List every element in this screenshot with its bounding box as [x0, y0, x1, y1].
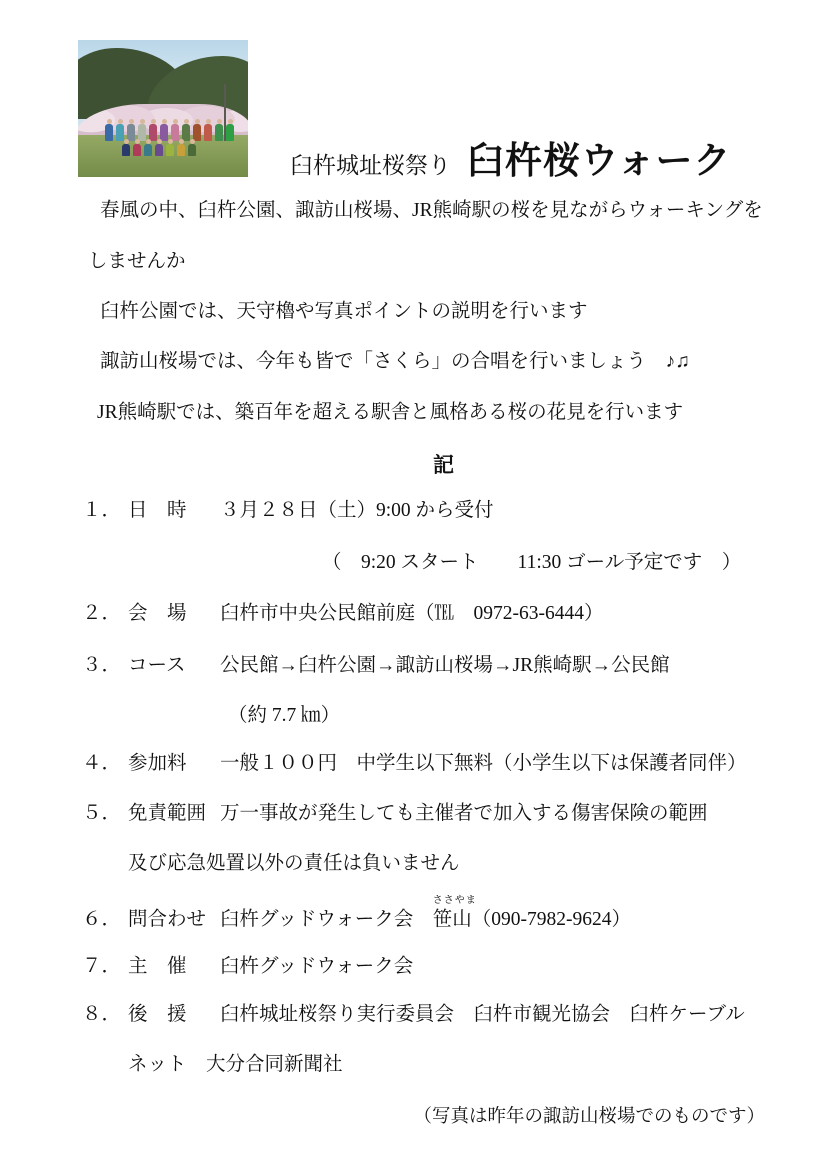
intro-line-4: 諏訪山桜場では、今年も皆で「さくら」の合唱を行いましょう ♪♫ [100, 351, 690, 372]
item-value: 臼杵市中央公民館前庭（℡ 0972-63-6444） [220, 603, 604, 624]
item-label: 後 援 [128, 1004, 187, 1025]
item-value: ３月２８日（土）9:00 から受付 [220, 500, 494, 521]
item-disclaimer-cont: 及び応急処置以外の責任は負いません [128, 853, 460, 874]
item-label: 問合わせ [128, 909, 207, 930]
item-row-fee [82, 752, 747, 775]
photo-people-front-row [122, 144, 196, 156]
title-prefix: 臼杵城址桜祭り [290, 153, 451, 178]
item-number: ８． [82, 1004, 122, 1025]
contact-name-wrap [432, 895, 477, 931]
item-date-sub: （ 9:20 スタート 11:30 ゴール予定です ） [322, 552, 742, 573]
item-row-supporters [82, 1003, 745, 1026]
event-photo [78, 40, 248, 177]
item-row-organizer [82, 955, 413, 978]
item-value: 万一事故が発生しても主催者で加入する傷害保険の範囲 [220, 803, 708, 824]
item-row-venue [82, 602, 604, 625]
item-label: 参加料 [128, 753, 187, 774]
item-label: コース [128, 655, 186, 676]
item-number: ５． [82, 803, 122, 824]
item-supporters-cont: ネット 大分合同新聞社 [128, 1054, 343, 1075]
photo-credit-note: （写真は昨年の諏訪山桜場でのものです） [413, 1107, 765, 1127]
item-value: 臼杵グッドウォーク会 [220, 956, 414, 977]
item-row-date [82, 499, 494, 522]
page-title: 臼杵桜ウォーク [467, 141, 732, 182]
item-row-course [82, 654, 670, 677]
item-course-distance: （約 7.7 ㎞） [228, 705, 341, 726]
item-label: 免責範囲 [128, 803, 207, 824]
item-label: 会 場 [128, 603, 187, 624]
contact-furigana: ささやま [432, 895, 477, 906]
intro-line-1: 春風の中、臼杵公園、諏訪山桜場、JR熊崎駅の桜を見ながらウォーキングを [100, 200, 763, 221]
contact-organization: 臼杵グッドウォーク会 [220, 909, 433, 930]
item-row-disclaimer [82, 802, 708, 825]
item-row-contact [82, 895, 632, 931]
item-value: 臼杵城址桜祭り実行委員会 臼杵市観光協会 臼杵ケーブル [220, 1004, 745, 1025]
item-label: 主 催 [128, 956, 187, 977]
title-line [290, 130, 732, 184]
item-label: 日 時 [128, 500, 187, 521]
intro-line-3: 臼杵公園では、天守櫓や写真ポイントの説明を行います [100, 301, 588, 322]
contact-name: 笹山 [432, 909, 472, 930]
item-number: ２． [82, 603, 122, 624]
intro-line-2: しませんか [88, 251, 186, 272]
item-number: ４． [82, 753, 122, 774]
item-value: 公民館→臼杵公園→諏訪山桜場→JR熊崎駅→公民館 [220, 655, 670, 676]
item-value [220, 895, 632, 931]
item-number: ６． [82, 909, 122, 930]
contact-phone: （090-7982-9624） [471, 909, 632, 930]
item-value: 一般１００円 中学生以下無料（小学生以下は保護者同伴） [220, 753, 747, 774]
item-number: ３． [82, 655, 122, 676]
section-marker: 記 [433, 453, 454, 477]
item-number: ７． [82, 956, 122, 977]
intro-line-5: JR熊崎駅では、築百年を超える駅舎と風格ある桜の花見を行います [97, 402, 684, 423]
item-number: １． [82, 500, 122, 521]
